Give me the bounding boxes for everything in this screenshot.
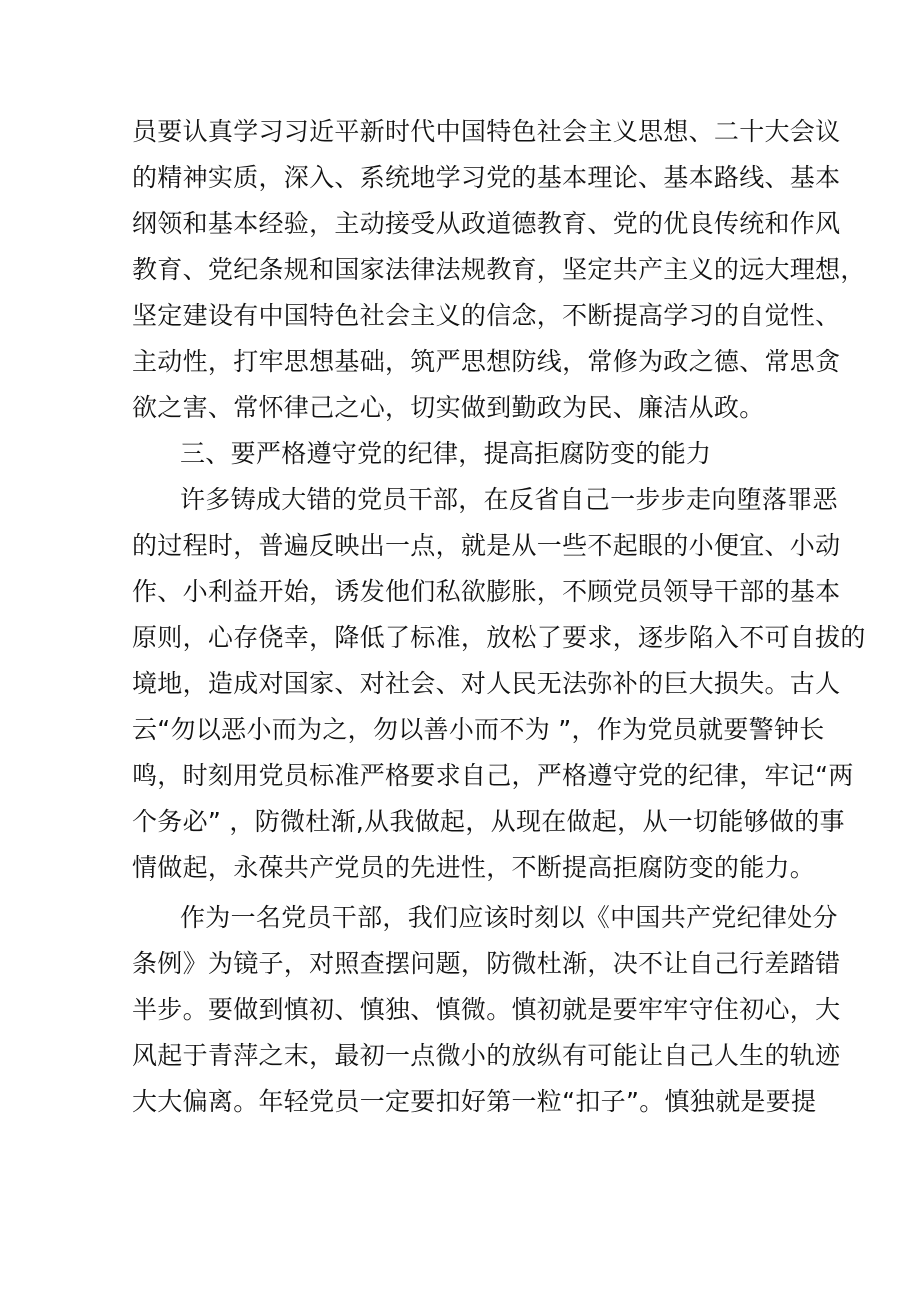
text-line: 坚定建设有中国特色社会主义的信念，不断提高学习的自觉性、 [132,301,841,330]
text-line: 主动性，打牢思想基础，筑严思想防线，常修为政之德、常思贪 [132,347,841,376]
text-line: 境地，造成对国家、对社会、对人民无法弥补的巨大损失。古人 [132,669,841,698]
paragraph-first-line: 许多铸成大错的党员干部，在反省自己一步步走向堕落罪恶 [180,485,838,514]
text-line: 的过程时，普遍反映出一点，就是从一些不起眼的小便宜、小动 [132,531,841,560]
text-line: 鸣，时刻用党员标准严格要求自己，严格遵守党的纪律，牢记“两 [132,761,854,790]
text-line: 原则，心存侥幸，降低了标准，放松了要求，逐步陷入不可自拔的 [132,623,866,652]
text-line: 半步。要做到慎初、慎独、慎微。慎初就是要牢牢守住初心，大 [132,995,841,1024]
text-line: 情做起，永葆共产党员的先进性，不断提高拒腐防变的能力。 [132,853,816,882]
text-line: 个务必” ，防微杜渐,从我做起，从现在做起，从一切能够做的事 [132,807,845,836]
document-body [132,109,866,1125]
text-line: 大大偏离。年轻党员一定要扣好第一粒“扣子”。慎独就是要提 [132,1087,817,1116]
text-line: 条例》为镜子，对照查摆问题，防微杜渐，决不让自己行差踏错 [132,949,841,978]
text-line: 风起于青萍之末，最初一点微小的放纵有可能让自己人生的轨迹 [132,1041,841,1070]
text-line: 纲领和基本经验，主动接受从政道德教育、党的优良传统和作风 [132,209,841,238]
text-line: 的精神实质，深入、系统地学习党的基本理论、基本路线、基本 [132,163,841,192]
text-line: 员要认真学习习近平新时代中国特色社会主义思想、二十大会议 [132,117,841,146]
text-line: 教育、党纪条规和国家法律法规教育，坚定共产主义的远大理想， [132,255,866,284]
text-line: 欲之害、常怀律己之心，切实做到勤政为民、廉洁从政。 [132,393,765,422]
section-heading: 三、要严格遵守党的纪律，提高拒腐防变的能力 [180,439,712,468]
paragraph-first-line: 作为一名党员干部，我们应该时刻以《中国共产党纪律处分 [180,903,838,932]
text-line: 云“勿以恶小而为之，勿以善小而不为 ”，作为党员就要警钟长 [132,715,825,744]
text-line: 作、小利益开始，诱发他们私欲膨胀，不顾党员领导干部的基本 [132,577,841,606]
